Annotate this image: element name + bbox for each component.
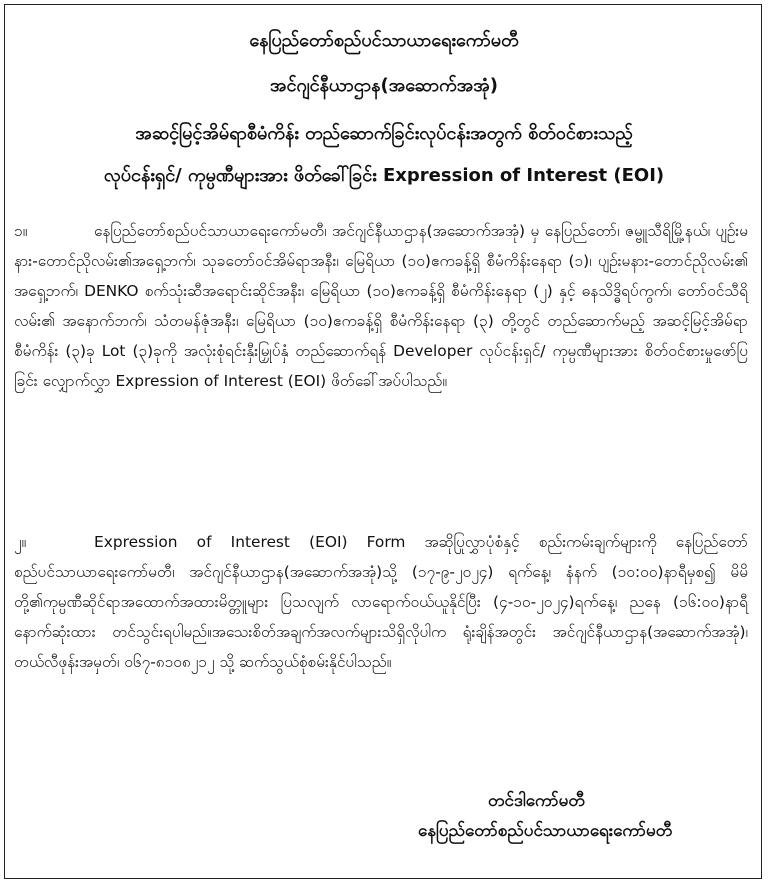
header-project-title: အဆင့်မြင့်အိမ်ရာစီမံကိန်း တည်ဆောက်ခြင်းလုပ်ငန်းအတွက် စိတ်ဝင်စားသည့် xyxy=(135,123,633,144)
paragraph-1-number: ၁။ xyxy=(14,222,28,240)
header-department: အင်ဂျင်နီယာဌာန(အဆောက်အအုံ) xyxy=(269,75,499,96)
signature-organization: နေပြည်တော်စည်ပင်သာယာရေးကော်မတီ xyxy=(418,821,673,841)
paragraph-2 xyxy=(14,527,748,677)
paragraph-2-text: Expression of Interest (EOI) Form အဆိုပြုလွှာပုံစံနှင့် စည်းကမ်းချက်များကို နေပြည်တော်စည်ပင်သာယာရေးကော်မတီ၊ အင်ဂျင်နီယာဌာန(အဆောက်အအုံ)သို့ (၁၇-၉-၂၀၂၄) ရက်နေ့၊ နံနက် (၁၀:၀၀)နာရီမှစ၍ မိမိတို့၏ကုမ္ပဏီဆိုင်ရာအထောက်အထားမိတ္တူများ ပြသလျက် လာရောက်ဝယ်ယူနိုင်ပြီး (၄-၁၀-၂၀၂၄)ရက်နေ့၊ ညနေ (၁၆:၀၀)နာရီ နောက်ဆုံးထား တင်သွင်းရပါမည်။အသေးစိတ်အချက်အလက်များသိရှိလိုပါက ရုံးချိန်အတွင်း အင်ဂျင်နီယာဌာန(အဆောက်အအုံ)၊ တယ်လီဖုန်းအမှတ်၊ ၀၆၇-၈၁၀၈၂၁၂ သို့ ဆက်သွယ်စုံစမ်းနိုင်ပါသည်။ xyxy=(14,533,748,671)
header-organization: နေပြည်တော်စည်ပင်သာယာရေးကော်မတီ xyxy=(249,30,519,51)
paragraph-1 xyxy=(14,216,748,396)
header-eoi-title: လုပ်ငန်းရှင်/ ကုမ္ပဏီများအား ဖိတ်ခေါ်ခြင်း Expression of Interest (EOI) xyxy=(103,165,665,186)
paragraph-1-text: နေပြည်တော်စည်ပင်သာယာရေးကော်မတီ၊ အင်ဂျင်နီယာဌာန(အဆောက်အအုံ) မှ နေပြည်တော်၊ ဇမ္ဗူသီရိမြို့နယ်၊ ပျဉ်းမနား-တောင်ညိုလမ်း၏အရှေ့ဘက်၊ သုခတော်ဝင်အိမ်ရာအနီး၊ မြေရိယာ (၁၀)ဧကခန့်ရှိ စီမံကိန်းနေရာ (၁)၊ ပျဉ်းမနား-တောင်ညိုလမ်း၏ အရှေ့ဘက်၊ DENKO စက်သုံးဆီအရောင်းဆိုင်အနီး၊ မြေရိယာ (၁၀)ဧကခန့်ရှိ စီမံကိန်းနေရာ (၂) နှင့် ဓနသိဒ္ဓိရပ်ကွက်၊ တော်ဝင်သီရိလမ်း၏ အနောက်ဘက်၊ သံတမန်ဇုံအနီး၊ မြေရိယာ (၁၀)ဧကခန့်ရှိ စီမံကိန်းနေရာ (၃) တို့တွင် တည်ဆောက်မည့် အဆင့်မြင့်အိမ်ရာစီမံကိန်း (၃)ခု Lot (၃)ခုကို အလုံးစုံရင်းနှီးမြှုပ်နှံ တည်ဆောက်ရန် Developer လုပ်ငန်းရှင်/ ကုမ္ပဏီများအား စိတ်ဝင်စားမှုဖော်ပြခြင်း လျှောက်လွှာ Expression of Interest (EOI) ဖိတ်ခေါ်အပ်ပါသည်။ xyxy=(14,222,748,390)
paragraph-2-number: ၂။ xyxy=(14,533,27,551)
signature-title: တင်ဒါကော်မတီ xyxy=(488,791,585,811)
